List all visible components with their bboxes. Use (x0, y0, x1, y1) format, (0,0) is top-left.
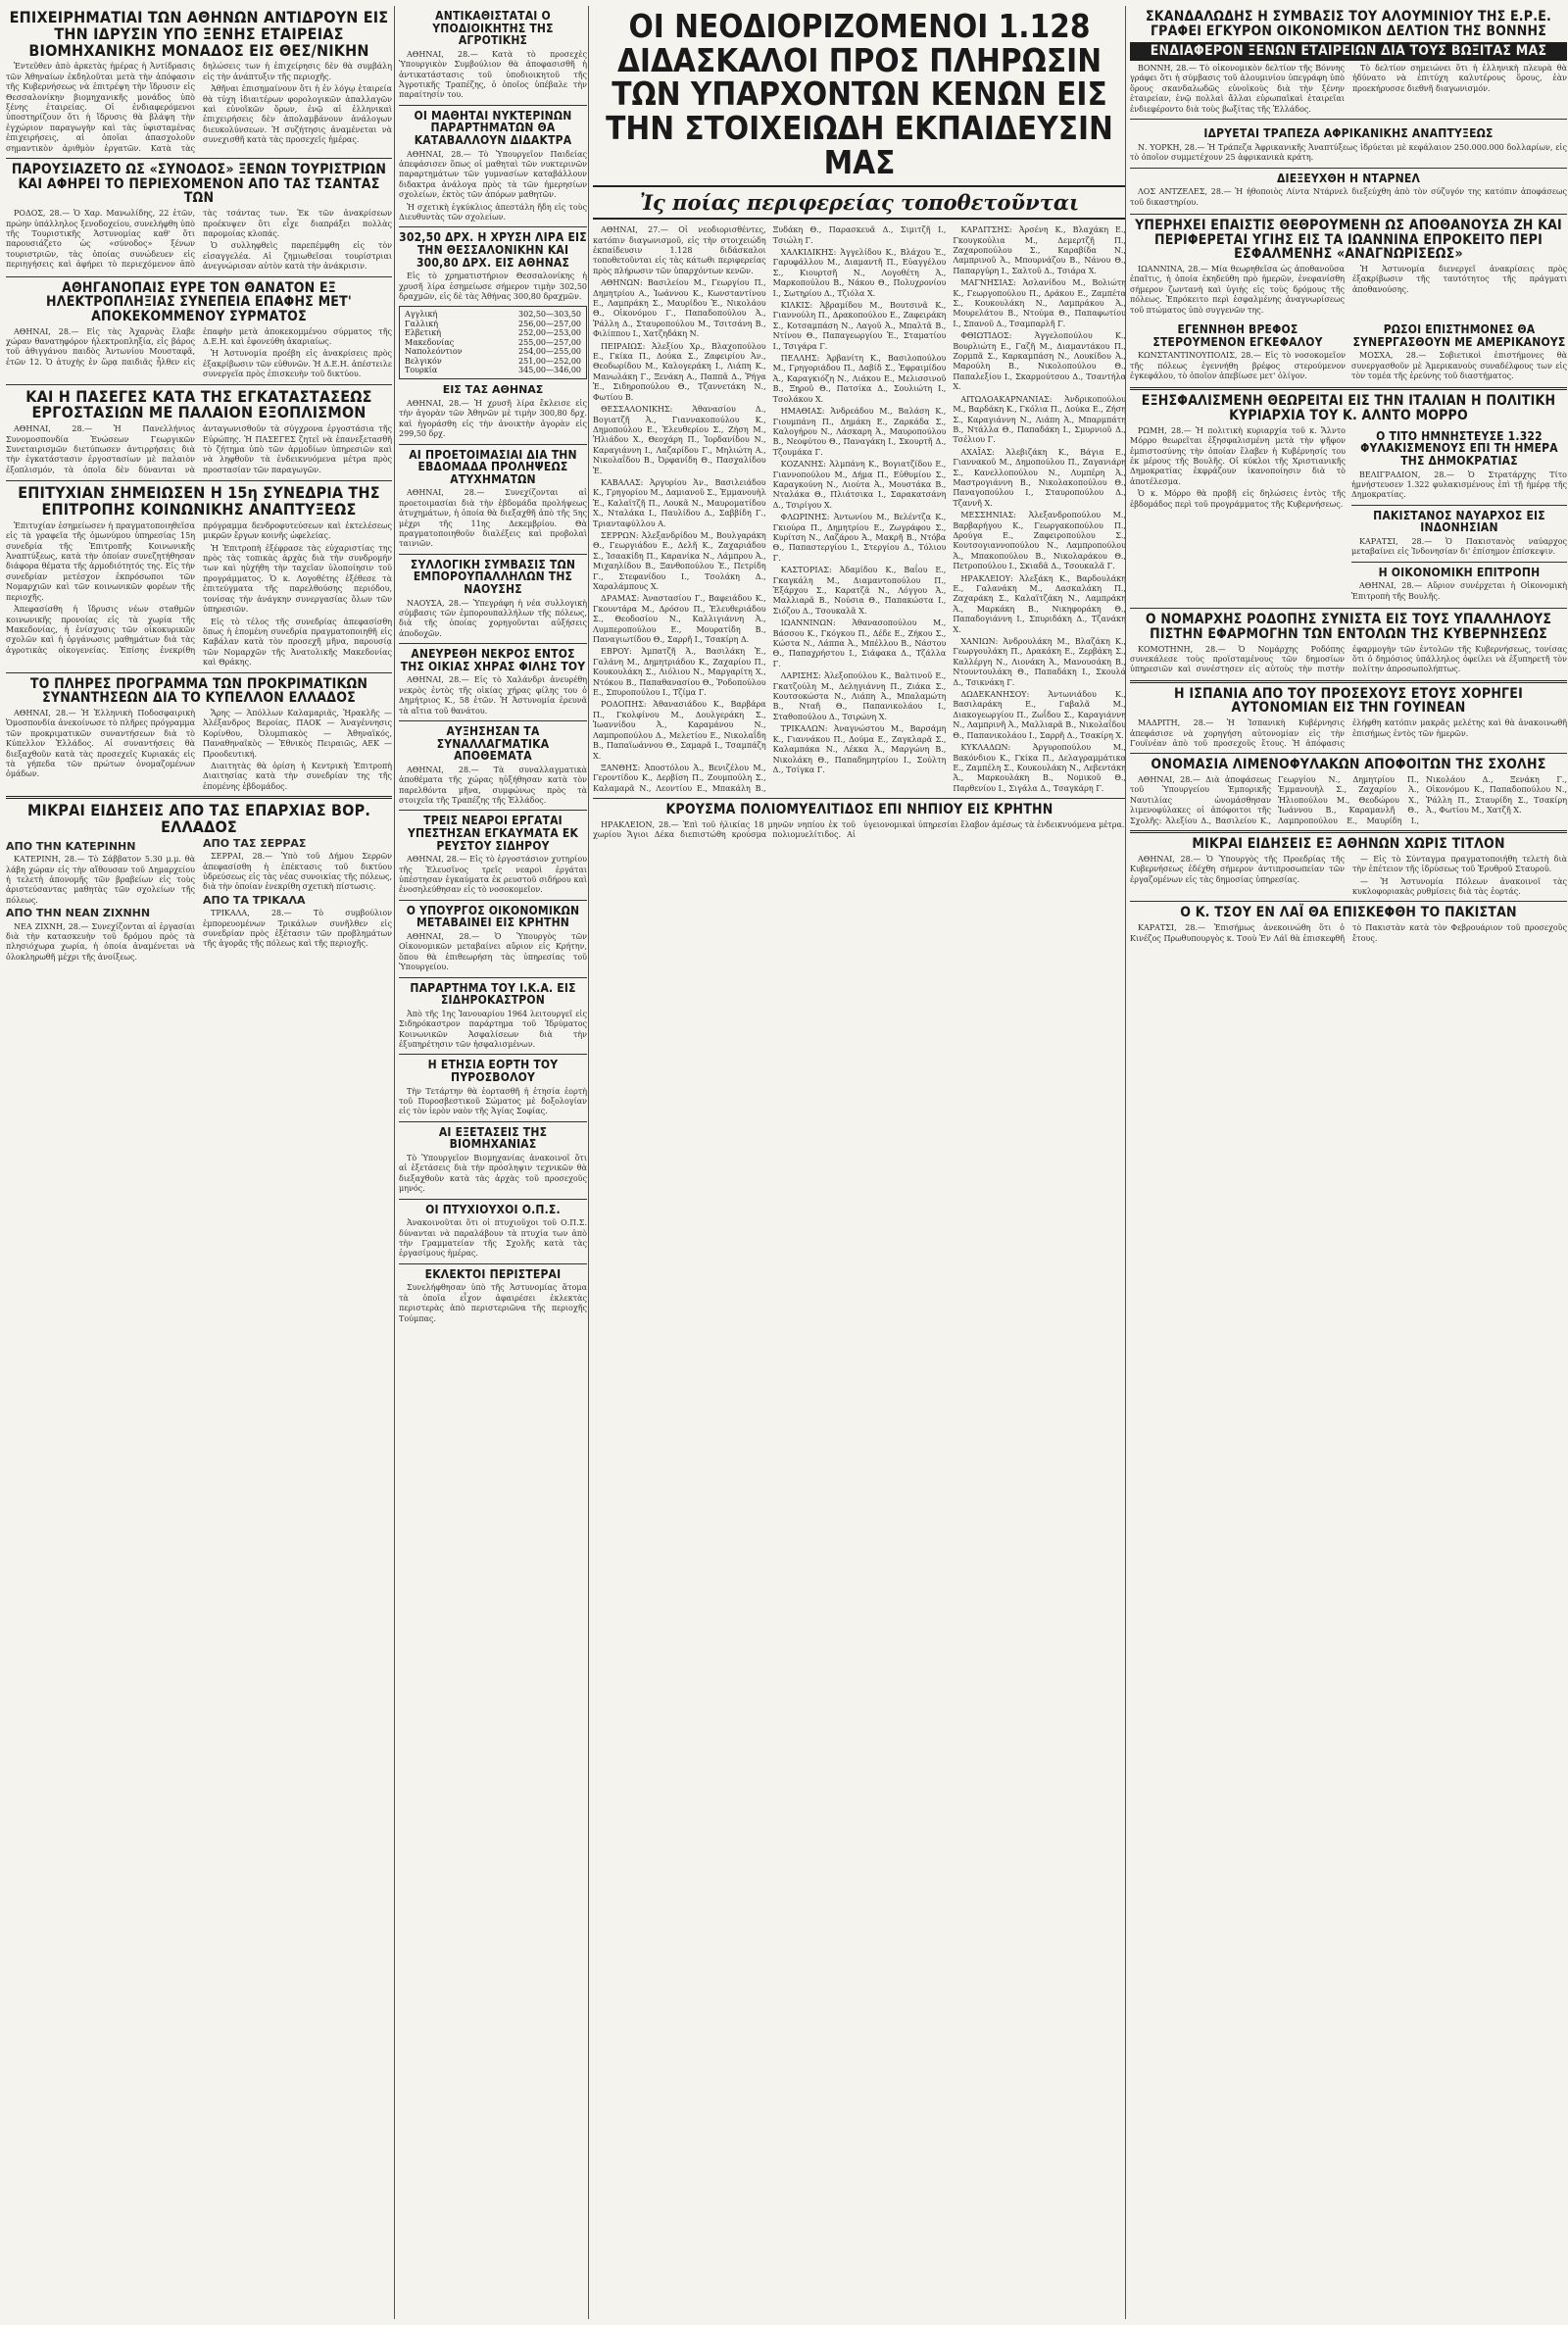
section-katerini: ΑΠΟ ΤΗΝ ΚΑΤΕΡΙΝΗΝ (6, 839, 136, 853)
headline-workers-burns: ΤΡΕΙΣ ΝΕΑΡΟΙ ΕΡΓΑΤΑΙ ΥΠΕΣΤΗΣΑΝ ΕΓΚΑΥΜΑΤΑ ΕΚ ΡΕΥΣΤΟΥ ΣΙΔΗΡΟΥ (407, 814, 579, 853)
right-mid-row (1130, 320, 1567, 383)
table-row: Αγγλική 302,50—303,50 (405, 310, 581, 320)
section-serres: ΑΠΟ ΤΑΣ ΣΕΡΡΑΣ (203, 836, 307, 850)
headline-spain-guinea: Η ΙΣΠΑΝΙΑ ΑΠΟ ΤΟΥ ΠΡΟΣΕΧΟΥΣ ΕΤΟΥΣ ΧΟΡΗΓΕΙ ΑΥΤΟΝΟΜΙΑΝ ΕΙΣ ΤΗΝ ΓΟΥΙΝΕΑΝ (1174, 685, 1523, 717)
headline-businessmen-thessaloniki: ΕΠΙΧΕΙΡΗΜΑΤΙΑΙ ΤΩΝ ΑΘΗΝΩΝ ΑΝΤΙΔΡΟΥΝ ΕΙΣ ΤΗΝ ΙΔΡΥΣΙΝ ΥΠΟ ΞΕΝΗΣ ΕΤΑΙΡΕΙΑΣ ΒΙΟΜΗΧΑΝΙΚΗΣ ΜΟΝΑΔΟΣ ΕΙΣ ΘΕΣ/ΝΙΚΗΝ (9, 8, 389, 60)
headline-greek-cup-program: ΤΟ ΠΛΗΡΕΣ ΠΡΟΓΡΑΜΜΑ ΤΩΝ ΠΡΟΚΡΙΜΑΤΙΚΩΝ ΣΥΝΑΝΤΗΣΕΩΝ ΔΙΑ ΤΟ ΚΥΠΕΛΛΟΝ ΕΛΛΑΔΟΣ (29, 675, 368, 707)
article-text: ΑΘΗΝΑΙ, 28.— Ἡ Πανελλήνιος Συνομοσπονδία Ἑνώσεων Γεωργικῶν Συνεταιρισμῶν διετύπωσεν ἀντιρρήσεις διὰ τὴν ἐγκατάστασιν ἐργοστασίων μὲ παλαιὸν ἐξοπλισμόν, τὰ ὁποῖα δὲν δύνανται νὰ ἀνταγωνισθοῦν τὰ σύγχρονα ἐργοστάσια τῆς Εὐρώπης. Ἡ ΠΑΣΕΓΕΣ ζητεῖ νὰ ἐπανεξετασθῆ τὸ ζήτημα ὑπὸ τῶν ἁρμοδίων ὑπηρεσιῶν καὶ νὰ ληφθοῦν τὰ ἐνδεικνυόμενα μέτρα πρὸς προστασίαν τῶν παραγωγῶν. (6, 424, 392, 474)
article-text: ΗΡΑΚΛΕΙΟΝ, 28.— Ἐπὶ τοῦ ἡλικίας 18 μηνῶν νηπίου ἐκ τοῦ χωρίου Ἄγιοι Δέκα διεπιστώθη κρούσμα πολιομυελίτιδος. Αἱ ὑγειονομικαὶ ὑπηρεσίαι ἔλαβον ἀμέσως τὰ ἐνδεικνυόμενα μέτρα. (593, 819, 1125, 840)
article-text: ΑΘΗΝΑΙ, 28.— Εἰς τὸ ἐργοστάσιον χυτηρίου τῆς Ἐλευσῖνος τρεῖς νεαροὶ ἐργάται ὑπέστησαν ἐγκαύματα ἐκ ρευστοῦ σιδήρου καὶ ἐνοσηλεύθησαν εἰς τὸ νοσοκομεῖον. (399, 855, 587, 895)
article-text: ΑΘΗΝΑΙ, 28.— Κατὰ τὸ προσεχὲς Ὑπουργικὸν Συμβούλιον θὰ ἀποφασισθῆ ἡ ἀντικατάστασις τοῦ ὑποδιοικητοῦ τῆς Ἀγροτικῆς Τραπέζης, ὁ ὁποῖος ὑπέβαλε τὴν παραίτησίν του. (399, 49, 587, 100)
russian-scientists-block (1351, 320, 1567, 383)
headline-ioannina-woman: ΥΠΕΡΗΧΕΙ ΕΠΑΙΣΤΙΣ ΘΕΘΡΟΥΜΕΝΗ ΩΣ ΑΠΟΘΑΝΟΥΣΑ ΖΗ ΚΑΙ ΠΕΡΙΦΕΡΕΤΑΙ ΥΓΙΗΣ ΕΙΣ ΤΑ ΙΩΑΝΝΙΝΑ ΕΠΡΟΚΕΙΤΟ ΠΕΡΙ ΕΣΦΑΛΜΕΝΗΣ «ΑΝΑΓΝΩΡΙΣΕΩΣ» (1135, 217, 1562, 263)
headline-social-development: ΕΠΙΤΥΧΙΑΝ ΣΗΜΕΙΩΣΕΝ Η 15η ΣΥΝΕΔΡΙΑ ΤΗΣ ΕΠΙΤΡΟΠΗΣ ΚΟΙΝΩΝΙΚΗΣ ΑΝΑΠΤΥΞΕΩΣ (18, 483, 380, 519)
gold-prices-box (399, 306, 587, 379)
article-text: ΡΩΜΗ, 28.— Ἡ πολιτικὴ κυριαρχία τοῦ κ. Ἄλντο Μόρρο θεωρεῖται ἐξησφαλισμένη μετὰ τὴν ψῆφον ἐμπιστοσύνης τὴν ὁποίαν ἔλαβεν ἡ Κυβέρνησίς του ἐκ μέρους τῆς Βουλῆς. Οἱ κύκλοι τῆς Χριστιανικῆς Δημοκρατίας ἐκφράζουν ἱκανοποίησιν διὰ τὸ ἀποτέλεσμα. Ὁ κ. Μόρρο θὰ προβῆ εἰς δηλώσεις ἐντὸς τῆς ἑβδομάδος περὶ τοῦ προγράμματος τῆς Κυβερνήσεως. (1130, 425, 1346, 509)
article-text: ΒΟΝΝΗ, 28.— Τὸ οἰκονομικὸν δελτίον τῆς Βόννης γράφει ὅτι ἡ σύμβασις τοῦ ἀλουμινίου ὑπεγράφη ὑπὸ ὅρους σκανδαλωδῶς εὐνοϊκοὺς διὰ τὴν ξένην ἑταιρείαν, ἐνῷ πολλαὶ ἄλλαι εὐρωπαϊκαὶ ἑταιρεῖαι ἐνδιεφέροντο διὰ τοὺς βωξίτας τῆς Ἑλλάδος. Τὸ δελτίον σημειώνει ὅτι ἡ ἑλληνικὴ πλευρὰ θὰ ἠδύνατο νὰ ἐπιτύχη καλυτέρους ὅρους, ἐὰν προεκήρυσσε διεθνῆ διαγωνισμόν. (1130, 64, 1567, 114)
headline-industry-exams: ΑΙ ΕΞΕΤΑΣΕΙΣ ΤΗΣ ΒΙΟΜΗΧΑΝΙΑΣ (438, 1124, 548, 1152)
article-text: ΑΘΗΝΑΙ, 28.— Εἰς τὸ Χαλάνδρι ἀνευρέθη νεκρὸς ἐντὸς τῆς οἰκίας χήρας φίλης του ὁ Δημήτριος Κ., 58 ἐτῶν. Ἡ Ἀστυνομία ἐρευνᾶ τὰ αἴτια τοῦ θανάτου. (399, 675, 587, 716)
column-second (394, 6, 587, 2319)
headline-tito-amnesty: Ο ΤΙΤΟ ΗΜΝΗΣΤΕΥΣΕ 1.322 ΦΥΛΑΚΙΣΜΕΝΟΥΣ ΕΠΙ ΤΗ ΗΜΕΡΑ ΤΗΣ ΔΗΜΟΚΡΑΤΙΑΣ (1360, 428, 1558, 468)
article-text: ΜΑΔΡΙΤΗ, 28.— Ἡ Ἰσπανικὴ Κυβέρνησις ἀπεφάσισε νὰ χορηγήση αὐτονομίαν εἰς τὴν Γουϊνέαν ἀπὸ τοῦ προσεχοῦς ἔτους. Ἡ ἀπόφασις ἐλήφθη κατόπιν μακρᾶς μελέτης καὶ θὰ ἀνακοινωθῆ ἐπισήμως ἐντὸς τῶν ἡμερῶν. (1130, 718, 1567, 748)
article-text: ΝΑΟΥΣΑ, 28.— Ὑπεγράφη ἡ νέα συλλογικὴ σύμβασις τῶν ἐμπορουπαλλήλων τῆς πόλεως, διὰ τῆς ὁποίας χορηγοῦνται αὐξήσεις ἀποδοχῶν. (399, 598, 587, 638)
article-text: Ἐντεῦθεν ἀπὸ ἀρκετὰς ἡμέρας ἡ Ἀντίδρασις τῶν Ἀθηναίων ἐκδηλοῦται μετὰ τὴν ἀπόφασιν τῆς Κυβερνήσεως νὰ ἐπιτρέψη τὴν ἵδρυσιν εἰς Θεσσαλονίκην βιομηχανικῆς μονάδος ὑπὸ ξένης ἑταιρείας. Οἱ ἐνδιαφερόμενοι ὑποστηρίζουν ὅτι ἡ ἵδρυσις θὰ βλάψη τὴν ἐγχώριον παραγωγὴν καὶ τὰς ὑφισταμένας ἐπιχειρήσεις, αἱ ὁποῖαι ἀπασχολοῦν σημαντικὸν ἀριθμὸν ἐργατῶν. Κατὰ τὰς δηλώσεις των ἡ ἐπιχείρησις δὲν θὰ συμβάλη εἰς τὴν ἀνάπτυξιν τῆς περιοχῆς. Ἀθῆναι ἐπισημαίνουν ὅτι ἡ ἐν λόγῳ ἑταιρεία θὰ τύχη ἰδιαιτέρων φορολογικῶν ἀπαλλαγῶν καὶ εὐνοϊκῶν ὅρων, ἐνῷ αἱ ἑλληνικαὶ ἐπιχειρήσεις δὲν ἀπολαμβάνουν ἀνάλογων διευκολύνσεων. Ἡ συζήτησις ἀναμένεται νὰ συνεχισθῆ κατὰ τὰς προσεχεῖς ἡμέρας. (6, 62, 392, 153)
headline-pigeons: ΕΚΛΕΚΤΟΙ ΠΕΡΙΣΤΕΡΑΙ (424, 1266, 562, 1281)
tito-block (1351, 426, 1567, 604)
article-text: Ν. ΥΟΡΚΗ, 28.— Ἡ Τράπεζα Ἀφρικανικῆς Ἀναπτύξεως ἱδρύεται μὲ κεφάλαιον 250.000.000 δολλαρίων, εἰς τὸ ὁποῖον συμμετέχουν 25 ἀφρικανικὰ κράτη. (1130, 142, 1567, 163)
headline-african-bank: ΙΔΡΥΕΤΑΙ ΤΡΑΠΕΖΑ ΑΦΡΙΚΑΝΙΚΗΣ ΑΝΑΠΤΥΞΕΩΣ (1203, 126, 1494, 141)
headline-rodopi-prefect: Ο ΝΟΜΑΡΧΗΣ ΡΟΔΟΠΗΣ ΣΥΝΙΣΤΑ ΕΙΣ ΤΟΥΣ ΥΠΑΛΛΗΛΟΥΣ ΠΙΣΤΗΝ ΕΦΑΡΜΟΓΗΝ ΤΩΝ ΕΝΤΟΛΩΝ ΤΗΣ ΚΥΒΕΡΝΗΣΕΩΣ (1145, 612, 1552, 642)
headline-electrocution: ΑΘΗΓΑΝΟΠΑΙΣ ΕΥΡΕ ΤΟΝ ΘΑΝΑΤΟΝ ΕΞ ΗΛΕΚΤΡΟΠΛΗΞΙΑΣ ΣΥΝΕΠΕΙΑ ΕΠΑΦΗΣ ΜΕΤ' ΑΠΟΚΕΚΟΜΜΕΝΟΥ ΣΥΡΜΑΤΟΣ (46, 279, 352, 324)
headline-baby-brain: ΕΓΕΝΝΗΘΗ ΒΡΕΦΟΣ ΣΤΕΡΟΥΜΕΝΟΝ ΕΓΚΕΦΑΛΟΥ (1152, 322, 1323, 349)
article-text: ΑΘΗΝΑΙ, 28.— Συνεχίζονται αἱ προετοιμασίαι διὰ τὴν ἑβδομάδα προλήψεως ἀτυχημάτων, ἡ ὁποία θὰ διεξαχθῆ ἀπὸ τῆς 5ης μέχρι τῆς 11ης Δεκεμβρίου. Θὰ πραγματοποιηθοῦν διαλέξεις καὶ προβολαὶ ταινιῶν. (399, 488, 587, 549)
headline-finance-minister-crete: Ο ΥΠΟΥΡΓΟΣ ΟΙΚΟΝΟΜΙΚΩΝ ΜΕΤΑΒΑΙΝΕΙ ΕΙΣ ΚΡΗΤΗΝ (406, 903, 580, 930)
headline-night-students: ΟΙ ΜΑΘΗΤΑΙ ΝΥΚΤΕΡΙΝΩΝ ΠΑΡΑΡΤΗΜΑΤΩΝ ΘΑ ΚΑΤΑΒΑΛΛΟΥΝ ΔΙΔΑΚΤΡΑ (414, 108, 572, 147)
column-right (1125, 6, 1567, 2319)
headline-naousa-contract: ΣΥΛΛΟΓΙΚΗ ΣΥΜΒΑΣΙΣ ΤΩΝ ΕΜΠΟΡΟΥΠΑΛΛΗΛΩΝ ΤΗΣ ΝΑΟΥΣΗΣ (410, 557, 576, 596)
headline-darnell: ΔΙΕΞΕΥΧΘΗ Η ΝΤΑΡΝΕΛ (1276, 171, 1421, 185)
column-left (6, 6, 392, 2319)
article-text: ΑΘΗΝΑΙ, 28.— Τὸ Ὑπουργεῖον Παιδείας ἀπεφάσισεν ὅπως οἱ μαθηταὶ τῶν νυκτερινῶν παραρτημάτων τῶν γυμνασίων καταβάλλουν διδακτρα ἀνάλογα πρὸς τὰ τῶν ἡμερησίων σχολείων, ἐκτὸς τῶν ἀπόρων μαθητῶν. Ἡ σχετικὴ ἐγκύκλιος ἀπεστάλη ἤδη εἰς τοὺς Διευθυντὰς τῶν σχολείων. (399, 149, 587, 223)
right-italy-row (1130, 426, 1567, 604)
headline-moro-italy: ΕΞΗΣΦΑΛΙΣΜΕΝΗ ΘΕΩΡΕΙΤΑΙ ΕΙΣ ΤΗΝ ΙΤΑΛΙΑΝ Η ΠΟΛΙΤΙΚΗ ΚΥΡΙΑΡΧΙΑ ΤΟΥ Κ. ΑΛΝΤΟ ΜΟΡΡΟ (1141, 393, 1556, 424)
headline-tourist-escort: ΠΑΡΟΥΣΙΑΖΕΤΟ ΩΣ «ΣΥΝΟΔΟΣ» ΞΕΝΩΝ ΤΟΥΡΙΣΤΡΙΩΝ ΚΑΙ ΑΦΗΡΕΙ ΤΟ ΠΕΡΙΕΧΟΜΕΝΟΝ ΑΠΟ ΤΑΣ ΤΣΑΝΤΑΣ ΤΩΝ (11, 162, 387, 207)
headline-finance-committee: Η ΟΙΚΟΝΟΜΙΚΗ ΕΠΙΤΡΟΠΗ (1378, 565, 1541, 579)
article-text: ΑΘΗΝΑΙ, 28.— Τὰ συναλλαγματικὰ ἀποθέματα τῆς χώρας ηὐξήθησαν κατὰ τὸν παρελθόντα μῆνα, συμφώνως πρὸς τὰ στοιχεῖα τῆς Τραπέζης τῆς Ἑλλάδος. (399, 765, 587, 805)
article-text: ΙΩΑΝΝΙΝΑ, 28.— Μία θεωρηθεῖσα ὡς ἀποθανοῦσα ἐπαῖτις, ἡ ὁποία ἐκηδεύθη πρὸ ἡμερῶν, ἐνεφανίσθη σήμερον ζωντανὴ καὶ ὑγιὴς εἰς τοὺς δρόμους τῆς πόλεως. Ἐπρόκειτο περὶ ἐσφαλμένης ἀναγνωρίσεως τοῦ πτώματος ὑπὸ συγγενῶν της. Ἡ Ἀστυνομία διενεργεῖ ἀνακρίσεις πρὸς ἐξακρίβωσιν τῆς ταυτότητος τῆς πράγματι ἀποθανούσης. (1130, 264, 1567, 315)
table-row: Τουρκία 345,00—346,00 (405, 366, 581, 375)
article-text: ΑΘΗΝΑΙ, 28.— Αὔριον συνέρχεται ἡ Οἰκονομικὴ Ἐπιτροπὴ τῆς Βουλῆς. (1351, 581, 1567, 601)
article-text: ΒΕΛΙΓΡΑΔΙΟΝ, 28.— Ὁ Στρατάρχης Τίτο ἠμνήστευσεν 1.322 φυλακισμένους ἐπὶ τῇ ἡμέρᾳ τῆς Δημοκρατίας. (1351, 470, 1567, 500)
headline-chou-en-lai: Ο Κ. ΤΣΟΥ ΕΝ ΛΑΪ ΘΑ ΕΠΙΣΚΕΦΘΗ ΤΟ ΠΑΚΙΣΤΑΝ (1180, 905, 1517, 921)
article-text: ΑΘΗΝΑΙ, 28.— Ἡ Ἑλληνικὴ Ποδοσφαιρικὴ Ὁμοσπονδία ἀνεκοίνωσε τὸ πλῆρες πρόγραμμα τῶν προκριματικῶν συναντήσεων διὰ τὸ Κύπελλον Ἑλλάδος. Αἱ συναντήσεις θὰ διεξαχθοῦν κατὰ τὰς προσεχεῖς Κυριακάς εἰς τὰ γήπεδα τῶν πρώτων ὀνομαζομένων ὁμάδων. Ἄρης — Ἀπόλλων Καλαμαριᾶς, Ἠρακλῆς — Ἀλέξανδρος Βεροίας, ΠΑΟΚ — Ἀναγέννησις Κορίνθου, Ὀλυμπιακὸς — Ἀθηναϊκός, Παναθηναϊκὸς — Ἐθνικὸς Πειραιῶς, ΑΕΚ — Προοδευτική. Διαιτητὰς θὰ ὁρίση ἡ Κεντρικὴ Ἐπιτροπὴ Διαιτησίας κατὰ τὴν συνεδρίαν της τῆς ἑπομένης ἑβδομάδος. (6, 708, 392, 791)
article-text: ΛΟΣ ΑΝΤΖΕΛΕΣ, 28.— Ἡ ἠθοποιὸς Λίντα Ντάρνελ διεξεύχθη ἀπὸ τὸν σύζυγόν της κατόπιν ἀποφάσεως τοῦ δικαστηρίου. (1130, 187, 1567, 207)
headline-north-greece-news: ΜΙΚΡΑΙ ΕΙΔΗΣΕΙΣ ΑΠΟ ΤΑΣ ΕΠΑΡΧΙΑΣ ΒΟΡ. ΕΛΛΑΔΟΣ (27, 801, 370, 836)
teacher-appointments-list: ΑΘΗΝΑΙ, 27.— Οἱ νεοδιορισθέντες, κατόπιν διαγωνισμοῦ, εἰς τὴν στοιχειώδη ἐκπαίδευσιν 1.128 διδάσκαλοι τοποθετοῦνται εἰς τὰς κάτωθι περιφερείας πρὸς πλήρωσιν τῶν ὑπαρχόντων κενῶν. ΑΘΗΝΩΝ: Βασιλείου Μ., Γεωργίου Π., Δημητρίου Α., Ἰωάννου Κ., Κωνσταντίνου Ε., Λαμπράκη Σ., Μαυρίδου Ἑ., Νικολάου Θ., Οἰκονόμου Γ., Παπαδοπούλου Ἀ., Ῥάλλη Δ., Σταυροπούλου Μ., Τσιτσάνη Β., Φιλίππου Ι., Χατζηδάκη Ν. ΠΕΙΡΑΙΩΣ: Ἀλεξίου Χρ., Βλαχοπούλου Ε., Γκίκα Π., Δούκα Σ., Ζαφειρίου Ἀν., Θεοδωρίδου Μ., Καλογεράκη Ι., Λιάπη Κ., Μανωλάκη Γ., Ξενάκη Α., Παππᾶ Δ., Ῥήγα Ἑ., Σιδηροπούλου Θ., Τζαννετάκη Ν., Φωτίου Β. ΘΕΣΣΑΛΟΝΙΚΗΣ: Ἀθανασίου Δ., Βογιατζῆ Ἀ., Γιαννακοπούλου Κ., Δημοπούλου Ε., Ἐλευθερίου Σ., Ζήση Μ., Ἠλιάδου Χ., Θεοχάρη Π., Ἰορδανίδου Ν., Καραγιάννη Ι., Λαζαρίδου Γ., Μηλιώτη Α., Νικολαΐδου Β., Ὀρφανίδη Θ., Πασχαλίδου Ἑ. ΚΑΒΑΛΑΣ: Ἀργυρίου Ἀν., Βασιλειάδου Κ., Γρηγορίου Μ., Δαμιανοῦ Σ., Ἐμμανουὴλ Ἑ., Καλαϊτζῆ Π., Λουκᾶ Ν., Μαυροματίδου Χ., Νταλάκα Ι., Παυλίδου Δ., Σαββίδη Γ., Τριανταφύλλου Α. ΣΕΡΡΩΝ: Ἀλεξανδρίδου Μ., Βουλγαράκη Θ., Γεωργιάδου Ε., Δελῆ Κ., Ζαχαριάδου Σ., Ἰσαακίδη Π., Καρανίκα Ν., Λάμπρου Ἀ., Μιχαηλίδου Β., Ξανθοπούλου Ἑ., Πετρίδη Γ., Στεφανίδου Ι., Τσολάκη Δ., Χαραλάμπους Χ. ΔΡΑΜΑΣ: Ἀναστασίου Γ., Βαφειάδου Κ., Γκουντάρα Μ., Δρόσου Π., Ἑλευθεριάδου Σ., Θεοδοσίου Ν., Καλλιγιάννη Ἀ., Λυμπεροπούλου Ε., Μουρατίδη Β., Παναγιωτίδου Θ., Σαρρῆ Ι., Τσακίρη Δ. ΕΒΡΟΥ: Ἀμπατζῆ Ἀ., Βασιλάκη Ἑ., Γαλάνη Μ., Δημητριάδου Κ., Ζαχαρίου Π., Κουκουλάκη Σ., Λιόλιου Ν., Μαργαρίτη Χ., Ντόκου Β., Παπαθανασίου Θ., Ῥοδοπούλου Ε., Σπυροπούλου Ι., Τζίμα Γ. ΡΟΔΟΠΗΣ: Ἀθανασιάδου Κ., Βαρβάρα Π., Γκολφίνου Μ., Δουλγεράκη Σ., Ἰωαννίδου Ἀ., Καραμάνου Ν., Λαμπροπούλου Δ., Μελετίου Ε., Νικολαΐδη Β., Παπαϊωάννου Θ., Σαμαρᾶ Ι., Τσαμπάζη Χ. ΞΑΝΘΗΣ: Ἀποστόλου Ἀ., Βενιζέλου Μ., Γεροντίδου Κ., Δερβίση Π., Ζουμπούλη Σ., Καλαμαρᾶ Ν., Λεοντίου Ε., Μπακάλη Β., Ξυδάκη Θ., Παρασκευᾶ Δ., Σιμιτζῆ Ι., Τσιώλη Γ. ΧΑΛΚΙΔΙΚΗΣ: Ἀγγελίδου Κ., Βλάχου Ἑ., Γαρυφάλλου Μ., Διαμαντῆ Π., Εὐαγγέλου Σ., Κιουρτσῆ Ν., Λογοθέτη Ἀ., Μαρκοπούλου Β., Νάκου Θ., Πολυχρονίου Ι., Σωτηρίου Δ., Τζιόλα Χ. ΚΙΛΚΙΣ: Ἀβραμίδου Μ., Βουτσινᾶ Κ., Γιαννούλη Π., Δρακοπούλου Ε., Ζαφειράκη Σ., Κοτσαμπάση Ν., Λαγοῦ Ἀ., Μπαλτᾶ Β., Ντίνου Θ., Παπαγεωργίου Ἑ., Σταματίου Ι., Τσιγάρα Γ. ΠΕΛΛΗΣ: Ἀρβανίτη Κ., Βασιλοπούλου Μ., Γρηγοριάδου Π., Δαβίδ Σ., Ἐφραιμίδου Ἀ., Καραγκιόζη Ν., Λιάκου Ε., Μελισσινοῦ Β., Ξηροῦ Θ., Πατσίκα Δ., Σουλιώτη Ι., Τσολάκου Χ. ΗΜΑΘΙΑΣ: Ἀνδρεάδου Μ., Βαλάση Κ., Γιουμπάνη Π., Δημάκη Ε., Ζαρκάδα Σ., Καλογήρου Ν., Λάσκαρη Ἀ., Μαυροπούλου Β., Νεοφύτου Θ., Παναγάκη Ι., Σκουρτῆ Δ., Τζουμάκα Γ. ΚΟΖΑΝΗΣ: Ἀλμπάνη Κ., Βογιατζίδου Ε., Γιαννοπούλου Μ., Δήμα Π., Εὐθυμίου Σ., Καραγκούνη Ν., Λιούτα Ἀ., Μουστάκα Β., Νταλάκα Θ., Πλιάτσικα Ι., Σαρακατσάνη Δ., Τσιρίγου Χ. ΦΛΩΡΙΝΗΣ: Ἀντωνίου Μ., Βελέντζα Κ., Γκιούρα Π., Δημητρίου Ε., Ζωγράφου Σ., Κυρίτση Ν., Λαζάρου Ἀ., Μακρῆ Β., Ντόβα Θ., Παπαστεργίου Ι., Στεργίου Δ., Τόλιου Γ. ΚΑΣΤΟΡΙΑΣ: Ἀδαμίδου Κ., Βαΐου Ε., Γκαγκάλη Μ., Διαμαντοπούλου Π., Ἐξάρχου Σ., Καρατζᾶ Ν., Λόγγου Ἀ., Μαλλιαρᾶ Β., Νούσια Θ., Παπακώστα Ι., Σιόζου Δ., Τσουκαλᾶ Χ. ΙΩΑΝΝΙΝΩΝ: Ἀθανασοπούλου Μ., Βάσσου Κ., Γκόγκου Π., Δέδε Ε., Ζήκου Σ., Κώστα Ν., Λάππα Ἀ., Μπέλλου Β., Νάστου Θ., Παπαχρήστου Ι., Σιάφακα Δ., Τζάλλα Γ. ΛΑΡΙΣΗΣ: Ἀλεξοπούλου Κ., Βαλτινοῦ Ε., Γκατζούλη Μ., Δεληγιάννη Π., Ζιάκα Σ., Κουτσοκώστα Ν., Λιάπη Ἀ., Μπαλαμώτη Β., Νταῆ Θ., Παπανικολάου Ι., Σταθοπούλου Δ., Τσιρώνη Χ. ΤΡΙΚΑΛΩΝ: Ἀναγνώστου Μ., Βαρσάμη Κ., Γιαννάκου Π., Δούμα Ε., Ζαγκλαρᾶ Σ., Καλαμπάκα Ν., Λέκκα Ἀ., Μαργώνη Β., Νικολάκη Θ., Παπαδημητρίου Ι., Σούλτη Δ., Τσίγκα Γ. ΚΑΡΔΙΤΣΗΣ: Ἀρσένη Κ., Βλαχάκη Ε., Γκουγκούλια Μ., Δεμερτζῆ Π., Ζαχαροπούλου Σ., Καραβίδα Ν., Λαμπρινοῦ Ἀ., Μπουρνάζου Β., Νάνου Θ., Παπαργύρη Ι., Σαλτοῦ Δ., Τσιάρα Χ. ΜΑΓΝΗΣΙΑΣ: Ἀσλανίδου Μ., Βολιώτη Κ., Γεωργοπούλου Π., Δράκου Ε., Ζαμπέτα Σ., Κουκουλάκη Ν., Λαμπράκου Ἀ., Μουρελάτου Β., Ντούμα Θ., Παπαφωτίου Ι., Σπανοῦ Δ., Τσαμπαρλῆ Γ. ΦΘΙΩΤΙΔΟΣ: Ἀγγελοπούλου Κ., Βουρλιώτη Ε., Γαζῆ Μ., Διαμαντάκου Π., Ζορμπᾶ Σ., Καρκαμπάση Ν., Λουκίδου Ἀ., Μαρούλη Β., Νικολοπούλου Θ., Παπαλεξίου Ι., Σκαρμούτσου Δ., Τσαντήλα Χ. ΑΙΤΩΛΟΑΚΑΡΝΑΝΙΑΣ: Ἀνδρικοπούλου Μ., Βαρδάκη Κ., Γκόλια Π., Δούκα Ε., Ζήση Σ., Καραγιάννη Ν., Λιάπη Ἀ., Μπαρμπάτη Β., Ντάλλα Θ., Παπαδάκη Ι., Σμυρνιοῦ Δ., Τσέλιου Γ. ΑΧΑΪΑΣ: Ἀλεβιζάκη Κ., Βάγια Ε., Γιαννακοῦ Μ., Δημοπούλου Π., Ζαγανιάρη Σ., Κανελλοπούλου Ν., Λυμπέρη Ἀ., Μαστρογιάννη Β., Νικολακοπούλου Θ., Παναγοπούλου Ι., Σταυροπούλου Δ., Τζαννῆ Χ. ΜΕΣΣΗΝΙΑΣ: Ἀλεξανδροπούλου Μ., Βαρβαρήγου Κ., Γεωργακοπούλου Π., Δρούγα Ε., Ζαφειροπούλου Σ., Κουτσογιαννοπούλου Ν., Λαμπροπούλου Ἀ., Μπακοπούλου Β., Νικολαράκου Θ., Πετροπούλου Ι., Σκιαδᾶ Δ., Τσουκαλᾶ Γ. ΗΡΑΚΛΕΙΟΥ: Ἀλεξάκη Κ., Βαρδουλάκη Ε., Γαλανάκη Μ., Δασκαλάκη Π., Ζαχαράκη Σ., Καλαϊτζάκη Ν., Λαμπράκη Ἀ., Μαρκάκη Β., Νικηφοράκη Θ., Παπαδογιάννη Ι., Σπυριδάκη Δ., Τζανάκη Χ. ΧΑΝΙΩΝ: Ἀνδρουλάκη Μ., Βλαζάκη Κ., Γεωργουλάκη Π., Δρακάκη Ε., Ζερβάκη Σ., Καλλέργη Ν., Λιονάκη Ἀ., Μανουσάκη Β., Ντουντουλάκη Θ., Παπαδάκη Ι., Σκουλά Δ., Τσικνάκη Γ. ΔΩΔΕΚΑΝΗΣΟΥ: Ἀντωνιάδου Κ., Βασιλαράκη Ε., Γαβαλᾶ Μ., Διακογεωργίου Π., Ζωΐδου Σ., Καραγιάννη Ν., Λαμπρινῆ Ἀ., Μαλλιαρᾶ Β., Νικολαΐδου Θ., Παπανικολάου Ι., Σαρρῆ Δ., Τσακίρη Χ. ΚΥΚΛΑΔΩΝ: Ἀργυροπούλου Μ., Βακόνδιου Κ., Γκίκα Π., Δελαγραμμάτικα Ε., Ζαμπέλη Σ., Κουκουλάκη Ν., Λεβεντάκη Ἀ., Μαρκουλάκη Β., Νομικοῦ Θ., Παρθενίου Ι., Σιγάλα Δ., Τσαγκάρη Γ. (593, 225, 1126, 793)
article-text: ΑΘΗΝΑΙ, 28.— Ὁ Ὑπουργὸς τῆς Προεδρίας τῆς Κυβερνήσεως ἐδέχθη σήμερον ἀντιπροσωπείαν τῶν ἐργαζομένων εἰς τὰς δημοσίας ὑπηρεσίας. — Εἰς τὸ Σύνταγμα πραγματοποιήθη τελετὴ διὰ τὴν ἐπέτειον τῆς ἱδρύσεως τοῦ Ἐρυθροῦ Σταυροῦ. — Ἡ Ἀστυνομία Πόλεων ἀνακοινοῖ τὰς κυκλοφοριακὰς ρυθμίσεις διὰ τὰς ἑορτάς. (1130, 854, 1567, 896)
article-text: Ἐπιτυχίαν ἐσημείωσεν ἡ πραγματοποιηθεῖσα εἰς τὰ γραφεῖα τῆς ὁμωνύμου ὑπηρεσίας 15η συνεδρία τῆς Ἐπιτροπῆς Κοινωνικῆς Ἀναπτύξεως, κατὰ τὴν ὁποίαν συνεζητήθησαν διάφορα θέματα τῆς ἀρμοδιότητός της. Εἰς τὴν συνεδρίαν μετέσχον ἐκπρόσωποι τῶν Νομαρχιῶν καὶ τῶν κοινωνικῶν φορέων τῆς περιοχῆς. Ἀπεφασίσθη ἡ ἵδρυσις νέων σταθμῶν κοινωνικῆς προνοίας εἰς τὰ χωρία τῆς Μακεδονίας, ἡ ἐνίσχυσις τῶν οἰκοκυρικῶν σχολῶν καὶ ἡ ὀργάνωσις μαθημάτων διὰ τὰς ἀγροτικὰς οἰκογενείας. Ἐπίσης ἐνεκρίθη πρόγραμμα δενδροφυτεύσεων καὶ ἐκτελέσεως μικρῶν ἔργων κοινῆς ὠφελείας. Ἡ Ἐπιτροπὴ ἐξέφρασε τὰς εὐχαριστίας της πρὸς τὰς τοπικὰς ἀρχὰς διὰ τὴν συνδρομήν των καὶ ηὐχήθη τὴν ταχεῖαν ὑλοποίησιν τοῦ προγράμματος. Ὁ κ. Λογοθέτης ἐξέθεσε τὰ ἐπιτεύγματα τῆς παρελθούσης περιόδου, τονίσας τὴν ἀνάγκην συνεργασίας ὅλων τῶν ὑπηρεσιῶν. Εἰς τὸ τέλος τῆς συνεδρίας ἀπεφασίσθη ὅπως ἡ ἑπομένη συνεδρία πραγματοποιηθῆ εἰς Καβάλαν κατὰ τὸν προσεχῆ μῆνα, παρουσίᾳ τῶν Νομαρχῶν τῆς Ἀνατολικῆς Μακεδονίας καὶ Θράκης. (6, 520, 392, 668)
right-top-row (1130, 124, 1567, 210)
article-text: ΚΟΜΟΤΗΝΗ, 28.— Ὁ Νομάρχης Ροδόπης συνεκάλεσε τοὺς προϊσταμένους τῶν δημοσίων ὑπηρεσιῶν καὶ συνέστησεν εἰς αὐτοὺς τὴν πιστὴν ἐφαρμογὴν τῶν ἐντολῶν τῆς Κυβερνήσεως, τονίσας ὅτι ὁ δημόσιος ὑπάλληλος ὀφείλει νὰ ἐξυπηρετῆ τὸν πολίτην ἀπροσωπολήπτως. (1130, 644, 1567, 674)
table-row: Ελβετική 252,00—253,00 (405, 328, 581, 338)
article-text: Συνελήφθησαν ὑπὸ τῆς Ἀστυνομίας ἄτομα τὰ ὁποῖα εἶχον ἀφαιρέσει ἐκλεκτὰς περιστερὰς ἀπὸ περιστεριῶνα τῆς περιοχῆς Τούμπας. (399, 1283, 587, 1323)
article-text: ΡΟΔΟΣ, 28.— Ὁ Χαρ. Μανωλίδης, 22 ἐτῶν, πρώην ὑπάλληλος ξενοδοχείου, συνελήφθη ὑπὸ τῆς Τουριστικῆς Ἀστυνομίας καθ' ὅτι παρουσιάζετο ὡς «σύνοδος» ξένων τουριστριῶν, τὰς ὁποίας συνώδευεν εἰς περιηγήσεις καὶ ἀφήρει τὸ περιεχόμενον ἀπὸ τὰς τσάντας των. Ἐκ τῶν ἀνακρίσεων προέκυψεν ὅτι εἶχε διαπράξει πολλὰς παρομοίας κλοπάς. Ὁ συλληφθεὶς παρεπέμφθη εἰς τὸν εἰσαγγελέα. Αἱ ζημιωθεῖσαι τουρίστριαι ἀνεγνώρισαν αὐτὸν κατὰ τὴν ἀνάκρισιν. (6, 209, 392, 272)
article-text: Τὸ Ὑπουργεῖον Βιομηχανίας ἀνακοινοῖ ὅτι αἱ ἐξετάσεις διὰ τὴν πρόσληψιν τεχνικῶν θὰ διεξαχθοῦν κατὰ τὰς ἀρχὰς τοῦ προσεχοῦς μηνός. (399, 1154, 587, 1194)
table-row: Μακεδονίας 255,00—257,00 (405, 337, 581, 347)
headline-pasegesa: ΚΑΙ Η ΠΑΣΕΓΕΣ ΚΑΤΑ ΤΗΣ ΕΓΚΑΤΑΣΤΑΣΕΩΣ ΕΡΓΟΣΤΑΣΙΩΝ ΜΕ ΠΑΛΑΙΟΝ ΕΞΟΠΛΙΣΜΟΝ (25, 386, 372, 422)
article-text: Εἰς τὸ χρηματιστήριον Θεσσαλονίκης ἡ χρυσῆ λίρα ἐσημείωσε σήμερον τιμὴν 302,50 δραχμῶν, εἰς δὲ τὰς Ἀθήνας 300,80 δραχμῶν. (399, 272, 587, 302)
article-text: Ἀνακοινοῦται ὅτι οἱ πτυχιοῦχοι τοῦ Ο.Π.Σ. δύνανται νὰ παραλάβουν τὰ πτυχία των ἀπὸ τὴν Γραμματείαν τῆς Σχολῆς κατὰ τὰς ἐργασίμους ἡμέρας. (399, 1218, 587, 1259)
headline-accident-week: ΑΙ ΠΡΟΕΤΟΙΜΑΣΙΑΙ ΔΙΑ ΤΗΝ ΕΒΔΟΜΑΔΑ ΠΡΟΛΗΨΕΩΣ ΑΤΥΧΗΜΑΤΩΝ (409, 447, 577, 486)
article-text: ΜΟΣΧΑ, 28.— Σοβιετικοὶ ἐπιστήμονες θὰ συνεργασθοῦν μὲ Ἀμερικανοὺς συναδέλφους των εἰς τὸν τομέα τῆς ἐρεύνης τοῦ διαστήματος. (1351, 351, 1567, 380)
section-nea-zichni: ΑΠΟ ΤΗΝ ΝΕΑΝ ΖΙΧΝΗΝ (6, 907, 151, 920)
article-text: ΚΑΡΑΤΣΙ, 28.— Ἐπισήμως ἀνεκοινώθη ὅτι ὁ Κινέζος Πρωθυπουργὸς κ. Τσοὺ Ἐν Λάϊ θὰ ἐπισκεφθῆ τὸ Πακιστὰν κατὰ τὸν Φεβρουάριον τοῦ προσεχοῦς ἔτους. (1130, 923, 1567, 943)
table-row: Ναπολεόντιον 254,00—255,00 (405, 347, 581, 357)
article-text: ΑΘΗΝΑΙ, 28.— Διὰ ἀποφάσεως τοῦ Ὑπουργείου Ἐμπορικῆς Ναυτιλίας ὠνομάσθησαν λιμενοφύλακες οἱ ἀπόφοιτοι τῆς Σχολῆς: Ἀλεξίου Δ., Βασιλείου Κ., Γεωργίου Ν., Δημητρίου Π., Ἐμμανουὴλ Σ., Ζαχαρίου Ἀ., Ἠλιοπούλου Μ., Θεοδώρου Χ., Ἰωάννου Β., Καραμανλῆ Θ., Λαμπροπούλου Ε., Μαυρίδη Ι., Νικολάου Δ., Ξενάκη Γ., Οἰκονόμου Κ., Παπαδοπούλου Ν., Ῥάλλη Π., Σταυρίδη Σ., Τσακίρη Ἀ., Φωτίου Μ., Χατζῆ Χ. (1130, 775, 1567, 825)
article-text: ΑΘΗΝΑΙ, 28.— Ὁ Ὑπουργὸς τῶν Οἰκονομικῶν μεταβαίνει αὔριον εἰς Κρήτην, ὅπου θὰ ἐπιθεωρήση τὰς ὑπηρεσίας τοῦ Ὑπουργείου. (399, 932, 587, 972)
gold-prices-table (403, 310, 583, 375)
headline-found-dead: ΑΝΕΥΡΕΘΗ ΝΕΚΡΟΣ ΕΝΤΟΣ ΤΗΣ ΟΙΚΙΑΣ ΧΗΡΑΣ ΦΙΛΗΣ ΤΟΥ (400, 647, 586, 673)
headline-bauxite-interest: ΕΝΔΙΑΦΕΡΟΝ ΞΕΝΩΝ ΕΤΑΙΡΕΙΩΝ ΔΙΑ ΤΟΥΣ ΒΩΞΙΤΑΣ ΜΑΣ (1130, 42, 1567, 61)
headline-ika-sidirokastro: ΠΑΡΑΡΤΗΜΑ ΤΟΥ Ι.Κ.Α. ΕΙΣ ΣΙΔΗΡΟΚΑΣΤΡΟΝ (410, 980, 576, 1008)
headline-firefighter-feast: Η ΕΤΗΣΙΑ ΕΟΡΤΗ ΤΟΥ ΠΥΡΟΣΒΟΛΟΥ (427, 1058, 559, 1085)
column-main-story (588, 6, 1126, 2319)
article-text: ΚΩΝΣΤΑΝΤΙΝΟΥΠΟΛΙΣ, 28.— Εἰς τὸ νοσοκομεῖον τῆς πόλεως ἐγεννήθη βρέφος στερούμενον ἐγκεφάλου, τὸ ὁποῖον ἀπεβίωσε μετ' ὀλίγον. (1130, 351, 1346, 380)
headline-russian-scientists: ΡΩΣΟΙ ΕΠΙΣΤΗΜΟΝΕΣ ΘΑ ΣΥΝΕΡΓΑΣΘΟΥΝ ΜΕ ΑΜΕΡΙΚΑΝΟΥΣ (1352, 322, 1566, 349)
headline-agricultural-deputy: ΑΝΤΙΚΑΘΙΣΤΑΤΑΙ Ο ΥΠΟΔΙΟΙΚΗΤΗΣ ΤΗΣ ΑΓΡΟΤΙΚΗΣ (432, 9, 554, 48)
baby-block (1130, 320, 1346, 383)
headline-gold-sovereign: 302,50 ΔΡΧ. Η ΧΡΥΣΗ ΛΙΡΑ ΕΙΣ ΤΗΝ ΘΕΣΣΑΛΟΝΙΚΗΝ ΚΑΙ 300,80 ΔΡΧ. ΕΙΣ ΑΘΗΝΑΣ (399, 230, 587, 270)
article-text: ΚΑΡΑΤΣΙ, 28.— Ὁ Πακιστανὸς ναύαρχος μεταβαίνει εἰς Ἰνδονησίαν δι' ἐπίσημον ἐπίσκεψιν. (1351, 536, 1567, 557)
article-text: ΑΠΟ ΤΗΝ ΚΑΤΕΡΙΝΗΝ ΚΑΤΕΡΙΝΗ, 28.— Τὸ Σάββατον 5.30 μ.μ. θὰ λάβη χώραν εἰς τὴν αἴθουσαν τοῦ Δημαρχείου ἡ τελετὴ ἀπονομῆς τῶν βραβείων εἰς τοὺς ἀριστεύσαντας μαθητὰς τῶν σχολείων τῆς πόλεως. ΑΠΟ ΤΗΝ ΝΕΑΝ ΖΙΧΝΗΝ ΝΕΑ ΖΙΧΝΗ, 28.— Συνεχίζονται αἱ ἐργασίαι διὰ τὴν κατασκευὴν τοῦ δρόμου πρὸς τὰ πλησιόχωρα χωρία, ἡ ὁποία ἀναμένεται νὰ ὁλοκληρωθῆ μέχρι τῆς ἀνοίξεως. ΑΠΟ ΤΑΣ ΣΕΡΡΑΣ ΣΕΡΡΑΙ, 28.— Ὑπὸ τοῦ Δήμου Σερρῶν ἀπεφασίσθη ἡ ἐπέκτασις τοῦ δικτύου ὑδρεύσεως εἰς τὰς νέας συνοικίας τῆς πόλεως, διὰ τὴν ὁποίαν ἐνεκρίθη σχετικὴ πίστωσις. ΑΠΟ ΤΑ ΤΡΙΚΑΛΑ ΤΡΙΚΑΛΑ, 28.— Τὸ συμβούλιον ἐμπορευομένων Τρικάλων συνῆλθεν εἰς συνεδρίαν πρὸς ἐξέτασιν τῶν προβλημάτων τῆς ἀγορᾶς τῆς πόλεως καὶ τῆς περιοχῆς. (6, 836, 392, 962)
article-text: ΑΘΗΝΑΙ, 28.— Ἡ χρυσῆ λίρα ἔκλεισε εἰς τὴν ἀγορὰν τῶν Ἀθηνῶν μὲ τιμὴν 300,80 δρχ. καὶ ἠγοράσθη εἰς τὴν ἀνοικτὴν ἀγορὰν εἰς 299,50 δρχ. (399, 398, 587, 439)
headline-pakistani-admiral: ΠΑΚΙΣΤΑΝΟΣ ΝΑΥΑΡΧΟΣ ΕΙΣ ΙΝΔΟΝΗΣΙΑΝ (1373, 508, 1545, 535)
headline-polio-crete: ΚΡΟΥΣΜΑ ΠΟΛΙΟΜΥΕΛΙΤΙΔΟΣ ΕΠΙ ΝΗΠΙΟΥ ΕΙΣ ΚΡΗΤΗΝ (665, 802, 1054, 818)
main-kicker: Ἰς ποίας περιφερείας τοποθετοῦνται (593, 185, 1126, 220)
african-bank-block (1130, 124, 1567, 210)
headline-aluminium-scandal: ΣΚΑΝΔΑΛΩΔΗΣ Η ΣΥΜΒΑΣΙΣ ΤΟΥ ΑΛΟΥΜΙΝΙΟΥ ΤΗΣ Ε.Ρ.Ε. ΓΡΑΦΕΙ ΕΓΚΥΡΟΝ ΟΙΚΟΝΟΜΙΚΟΝ ΔΕΛΤΙΟΝ ΤΗΣ ΒΟΝΝΗΣ (1146, 9, 1551, 39)
article-text: ΑΘΗΝΑΙ, 28.— Εἰς τὰς Ἀχαρνὰς ἔλαβε χώραν θανατηφόρον ἠλεκτροπληξία, εἰς βάρος τοῦ ἀθιγγάνου παιδὸς Ἀντωνίου Μουσταφᾶ, ἐτῶν 12. Ὁ ἀτυχὴς ἐν ὥρᾳ παιδιᾶς ἦλθεν εἰς ἐπαφὴν μετὰ ἀποκεκομμένου σύρματος τῆς Δ.Ε.Η. καὶ ἐφονεύθη ἀκαριαίως. Ἡ Ἀστυνομία προέβη εἰς ἀνακρίσεις πρὸς ἐξακρίβωσιν τῶν εὐθυνῶν. Ἡ Δ.Ε.Η. ἀπέστειλε συνεργεῖα πρὸς ἐπισκευὴν τοῦ δικτύου. (6, 326, 392, 379)
section-trikala: ΑΠΟ ΤΑ ΤΡΙΚΑΛΑ (203, 893, 306, 907)
headline-ops-graduates: ΟΙ ΠΤΥΧΙΟΥΧΟΙ Ο.Π.Σ. (425, 1202, 561, 1216)
headline-port-guards: ΟΝΟΜΑΣΙΑ ΛΙΜΕΝΟΦΥΛΑΚΩΝ ΑΠΟΦΟΙΤΩΝ ΤΗΣ ΣΧΟΛΗΣ (1151, 757, 1546, 773)
article-text: Ἀπὸ τῆς 1ης Ἰανουαρίου 1964 λειτουργεῖ εἰς Σιδηρόκαστρον παράρτημα τοῦ Ἱδρύματος Κοινωνικῶν Ἀσφαλίσεων διὰ τὴν ἐξυπηρέτησιν τῶν ἠσφαλισμένων. (399, 1009, 587, 1050)
headline-exchange-reserves: ΑΥΞΗΣΗΣΑΝ ΤΑ ΣΥΝΑΛΛΑΓΜΑΤΙΚΑ ΑΠΟΘΕΜΑΤΑ (436, 724, 550, 764)
table-row: Βελγικόν 251,00—252,00 (405, 356, 581, 366)
article-text: Τὴν Τετάρτην θὰ ἑορτασθῆ ἡ ἐτησία ἑορτὴ τοῦ Πυροσβεστικοῦ Σώματος μὲ δοξολογίαν εἰς τὸν ἱερὸν ναὸν τῆς Ἁγίας Σοφίας. (399, 1086, 587, 1116)
headline-athens-untitled: ΜΙΚΡΑΙ ΕΙΔΗΣΕΙΣ ΕΞ ΑΘΗΝΩΝ ΧΩΡΙΣ ΤΙΤΛΟΝ (1192, 836, 1505, 853)
table-row: Γαλλική 256,00—257,00 (405, 319, 581, 328)
main-headline: ΟΙ ΝΕΟΔΙΟΡΙΖΟΜΕΝΟΙ 1.128 ΔΙΔΑΣΚΑΛΟΙ ΠΡΟΣ ΠΛΗΡΩΣΙΝ ΤΩΝ ΥΠΑΡΧΟΝΤΩΝ ΚΕΝΩΝ ΕΙΣ ΤΗΝ ΣΤΟΙΧΕΙΩΔΗ ΕΚΠΑΙΔΕΥΣΙΝ ΜΑΣ (606, 7, 1113, 181)
athens-prices-title: ΕΙΣ ΤΑΣ ΑΘΗΝΑΣ (442, 382, 544, 396)
